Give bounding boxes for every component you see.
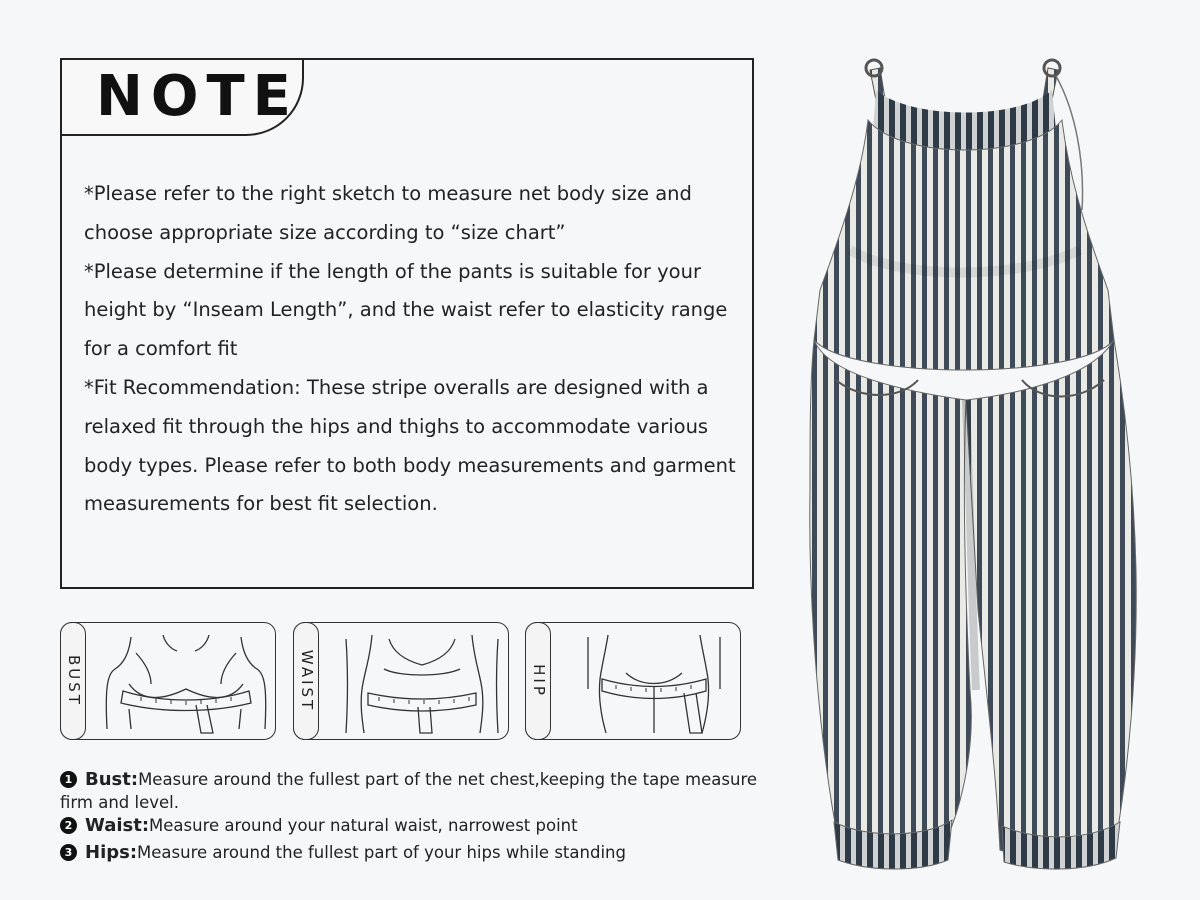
number-1-icon: 1	[60, 771, 77, 788]
note-paragraph-1: *Please refer to the right sketch to measure net body size and choose appropriate size according to “size chart”	[84, 182, 692, 244]
instruction-waist	[60, 812, 780, 839]
bust-card-tab	[60, 622, 86, 740]
hip-card-tab	[525, 622, 551, 740]
hip-sketch-icon	[566, 629, 736, 735]
instruction-text: Measure around your natural waist, narrowest point	[149, 816, 578, 835]
number-2-icon: 2	[60, 817, 77, 834]
instruction-text: Measure around the fullest part of the net chest,keeping the tape measure	[138, 770, 758, 789]
waist-card-label: WAIST	[298, 649, 317, 713]
instruction-hips	[60, 839, 780, 866]
note-title: NOTE	[96, 64, 299, 129]
hip-card-label: HIP	[530, 664, 548, 698]
hip-card	[525, 622, 741, 740]
striped-overalls-image	[790, 50, 1170, 880]
instruction-term: Hips:	[85, 842, 138, 863]
bust-sketch-icon	[101, 629, 271, 735]
instruction-term: Bust:	[85, 769, 139, 790]
waist-sketch-icon	[334, 629, 504, 735]
instruction-text: Measure around the fullest part of your hips while standing	[137, 843, 626, 862]
note-text	[84, 175, 744, 524]
waist-card-tab	[293, 622, 319, 740]
instruction-text-continued: firm and level.	[60, 793, 179, 812]
note-tab	[60, 58, 304, 136]
waist-card	[293, 622, 509, 740]
instruction-bust	[60, 766, 780, 812]
bust-card	[60, 622, 276, 740]
note-box	[60, 58, 754, 589]
note-paragraph-2: *Please determine if the length of the pants is suitable for your height by “Inseam Length”, and the waist refer to elasticity range for a comfort fit	[84, 259, 728, 361]
number-3-icon: 3	[60, 844, 77, 861]
measurement-cards	[60, 622, 742, 740]
bust-card-label: BUST	[65, 655, 83, 707]
note-paragraph-3: *Fit Recommendation: These stripe overalls are designed with a relaxed fit through the hips and thighs to accommodate various body types. Please refer to both body measurements and garment measurements for best fit selection.	[84, 375, 736, 516]
instruction-term: Waist:	[85, 815, 150, 836]
measurement-instructions	[60, 766, 780, 866]
